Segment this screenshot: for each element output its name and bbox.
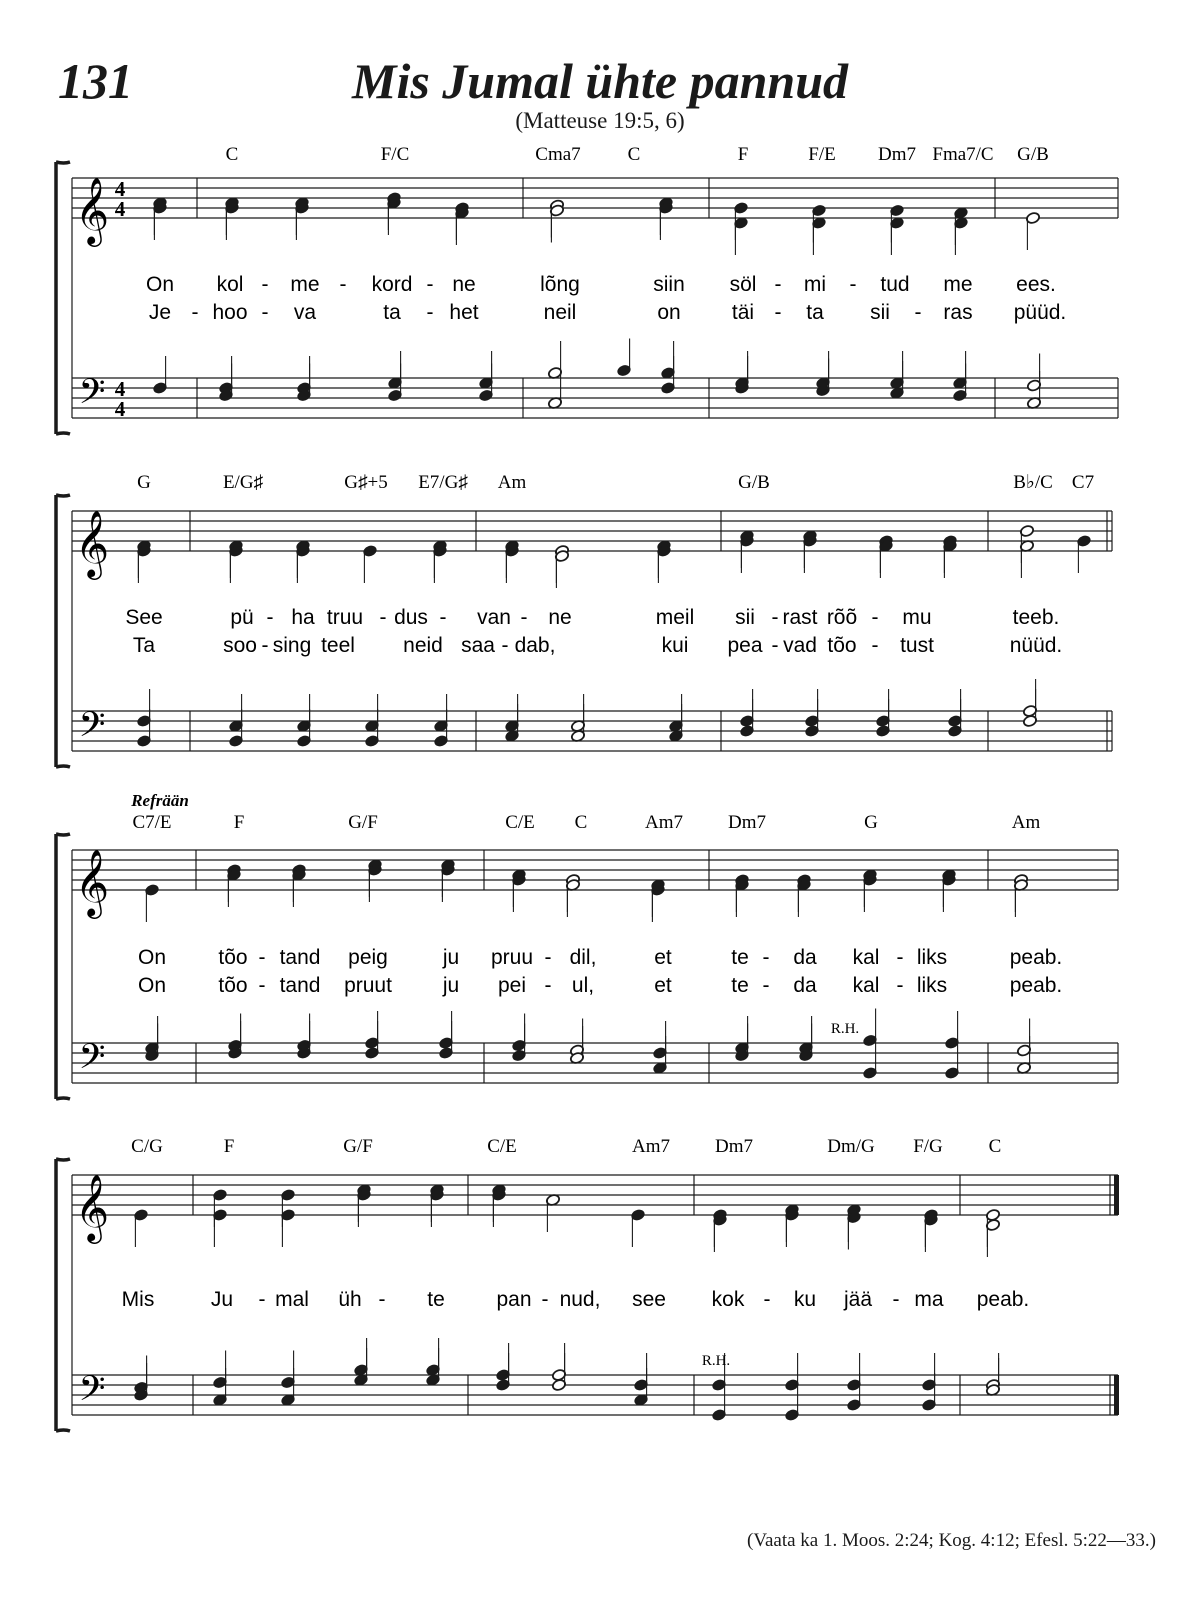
chord-symbol: F/C [380, 144, 410, 165]
lyric-syllable: mal [275, 1288, 309, 1311]
lyric-syllable: täi [731, 301, 755, 324]
system-bracket [56, 495, 70, 767]
lyric-syllable: üh [338, 1288, 362, 1311]
lyric-syllable: tõo [218, 974, 248, 997]
chord-symbol: G/B [738, 472, 770, 493]
system-bracket [56, 162, 70, 434]
footnote: (Vaata ka 1. Moos. 2:24; Kog. 4:12; Efesl. 5:22—33.) [747, 1530, 1156, 1551]
lyric-syllable: peab. [976, 1288, 1030, 1311]
lyric-syllable: meil [655, 606, 695, 629]
right-hand-mark: R.H. [830, 1021, 860, 1037]
lyric-syllable: tõo [218, 946, 248, 969]
lyric-syllable: vad [783, 634, 817, 657]
lyric-hyphen: - [896, 974, 904, 997]
lyric-syllable: ha [291, 606, 315, 629]
lyric-syllable: lõng [540, 273, 580, 296]
lyric-hyphen: - [871, 634, 879, 657]
lyric-hyphen: - [763, 1288, 771, 1311]
time-signature-top: 4 [114, 377, 126, 401]
lyric-syllable: pü [230, 606, 254, 629]
lyric-syllable: rast [782, 606, 818, 629]
lyric-hyphen: - [544, 946, 552, 969]
chord-symbol: C [574, 812, 588, 833]
lyric-hyphen: - [771, 606, 779, 629]
lyric-hyphen: - [426, 273, 434, 296]
chord-symbol: F [223, 1136, 235, 1157]
lyric-syllable: te [731, 974, 749, 997]
final-barline-thick [1114, 1375, 1119, 1415]
chord-symbol: Dm7 [878, 144, 916, 165]
lyric-hyphen: - [191, 301, 199, 324]
lyric-hyphen: - [258, 946, 266, 969]
lyric-syllable: ku [793, 1288, 817, 1311]
lyric-syllable: rõõ [826, 606, 858, 629]
lyric-syllable: kol [216, 273, 244, 296]
lyric-hyphen: - [914, 301, 922, 324]
lyric-syllable: On [137, 974, 167, 997]
chord-symbol: Dm7 [715, 1136, 753, 1157]
chord-symbol: C/E [505, 812, 535, 833]
lyric-hyphen: - [339, 273, 347, 296]
lyric-syllable: kui [661, 634, 689, 657]
lyric-syllable: On [145, 273, 175, 296]
lyric-syllable: me [290, 273, 320, 296]
lyric-hyphen: - [426, 301, 434, 324]
lyric-syllable: ju [442, 946, 460, 969]
lyric-syllable: dus [394, 606, 428, 629]
lyric-hyphen: - [266, 606, 274, 629]
chord-symbol: C [627, 144, 641, 165]
lyric-syllable: et [654, 946, 672, 969]
lyric-hyphen: - [896, 946, 904, 969]
lyric-syllable: kal [852, 946, 880, 969]
treble-clef-icon: 𝄞 [74, 509, 110, 577]
lyric-syllable: nüüd. [1009, 634, 1063, 657]
lyric-syllable: va [293, 301, 317, 324]
lyric-syllable: kord [371, 273, 413, 296]
chord-symbol: Am7 [645, 812, 683, 833]
lyric-hyphen: - [762, 974, 770, 997]
lyric-hyphen: - [439, 606, 447, 629]
chord-symbol: Am [1011, 812, 1041, 833]
chord-symbol: G♯+5 [344, 472, 388, 493]
lyric-syllable: see [632, 1288, 666, 1311]
chord-symbol: C/E [487, 1136, 517, 1157]
lyric-syllable: Je [148, 301, 172, 324]
lyric-syllable: söl [729, 273, 757, 296]
lyric-syllable: da [793, 974, 817, 997]
lyric-syllable: on [657, 301, 681, 324]
lyric-syllable: kok [711, 1288, 745, 1311]
chord-symbol: C [225, 144, 239, 165]
lyric-hyphen: - [774, 301, 782, 324]
final-barline-thick [1114, 1175, 1119, 1215]
lyric-syllable: ma [914, 1288, 944, 1311]
lyric-syllable: ne [548, 606, 572, 629]
lyric-syllable: sing [272, 634, 312, 657]
lyric-syllable: On [137, 946, 167, 969]
lyric-hyphen: - [544, 974, 552, 997]
chord-symbol: E/G♯ [222, 472, 264, 493]
lyric-hyphen: - [261, 301, 269, 324]
lyric-syllable: soo [223, 634, 257, 657]
hymn-number: 131 [58, 53, 133, 109]
lyric-syllable: ees. [1016, 273, 1056, 296]
chord-symbol: G/F [348, 812, 378, 833]
lyric-syllable: tand [279, 946, 321, 969]
lyric-hyphen: - [258, 974, 266, 997]
lyric-syllable: nud, [559, 1288, 601, 1311]
bass-clef-icon: 𝄢 [78, 1368, 106, 1417]
chord-symbol: G [137, 472, 151, 493]
chord-symbol: B♭/C [1013, 472, 1053, 493]
time-signature-top: 4 [114, 177, 126, 201]
lyric-hyphen: - [892, 1288, 900, 1311]
treble-clef-icon: 𝄞 [74, 848, 110, 916]
lyric-syllable: tud [880, 273, 910, 296]
chord-symbol: F [737, 144, 749, 165]
lyric-syllable: me [943, 273, 973, 296]
lyric-syllable: van [477, 606, 511, 629]
lyric-syllable: ras [943, 301, 973, 324]
lyric-syllable: pruut [344, 974, 392, 997]
lyric-syllable: teeb. [1012, 606, 1060, 629]
chord-symbol: C [988, 1136, 1002, 1157]
lyric-hyphen: - [379, 606, 387, 629]
lyric-hyphen: - [258, 1288, 266, 1311]
lyric-syllable: sii [735, 606, 755, 629]
lyric-hyphen: - [774, 273, 782, 296]
right-hand-mark: R.H. [701, 1353, 731, 1369]
lyric-syllable: Mis [121, 1288, 155, 1311]
lyric-syllable: ta [383, 301, 401, 324]
lyric-syllable: tand [279, 974, 321, 997]
lyric-syllable: pea [727, 634, 763, 657]
lyric-syllable: peab. [1009, 974, 1063, 997]
system-bracket [56, 834, 70, 1099]
lyric-hyphen: - [771, 634, 779, 657]
lyric-syllable: dab, [514, 634, 556, 657]
lyric-syllable: tust [900, 634, 934, 657]
lyric-hyphen: - [762, 946, 770, 969]
refrain-label: Refrään [131, 791, 189, 810]
lyric-syllable: et [654, 974, 672, 997]
chord-symbol: C7 [1071, 472, 1095, 493]
lyric-syllable: liks [916, 946, 948, 969]
lyric-hyphen: - [871, 606, 879, 629]
lyric-syllable: pan [496, 1288, 532, 1311]
treble-clef-icon: 𝄞 [74, 176, 110, 244]
lyric-syllable: tõo [827, 634, 857, 657]
time-signature-bottom: 4 [114, 197, 126, 221]
scripture-reference: (Matteuse 19:5, 6) [515, 108, 685, 133]
chord-symbol: F/E [808, 144, 836, 165]
chord-symbol: Cma7 [535, 144, 581, 165]
treble-clef-icon: 𝄞 [74, 1173, 110, 1241]
lyric-syllable: püüd. [1013, 301, 1067, 324]
lyric-syllable: Ju [210, 1288, 234, 1311]
chord-symbol: F/G [913, 1136, 943, 1157]
lyric-syllable: ju [442, 974, 460, 997]
hymn-title: Mis Jumal ühte pannud [351, 53, 849, 109]
chord-symbol: Dm7 [728, 812, 766, 833]
lyric-syllable: te [427, 1288, 445, 1311]
lyric-hyphen: - [520, 606, 528, 629]
chord-symbol: G/F [343, 1136, 373, 1157]
lyric-syllable: peab. [1009, 946, 1063, 969]
lyric-syllable: siin [653, 273, 685, 296]
lyric-syllable: neil [543, 301, 577, 324]
chord-symbol: C/G [131, 1136, 163, 1157]
lyric-syllable: pruu [490, 946, 534, 969]
bass-clef-icon: 𝄢 [78, 371, 106, 420]
lyric-syllable: ne [452, 273, 476, 296]
lyric-hyphen: - [261, 273, 269, 296]
chord-symbol: Dm/G [827, 1136, 875, 1157]
chord-symbol: E7/G♯ [418, 472, 468, 493]
lyric-syllable: mu [902, 606, 932, 629]
system-bracket [56, 1159, 70, 1431]
lyric-syllable: kal [852, 974, 880, 997]
lyric-syllable: ta [806, 301, 824, 324]
chord-symbol: C7/E [132, 812, 172, 833]
lyric-hyphen: - [261, 634, 269, 657]
lyric-syllable: See [125, 606, 163, 629]
lyric-hyphen: - [541, 1288, 549, 1311]
lyric-syllable: hoo [212, 301, 248, 324]
chord-symbol: Am [497, 472, 527, 493]
lyric-syllable: da [793, 946, 817, 969]
bass-clef-icon: 𝄢 [78, 1036, 106, 1085]
time-signature-bottom: 4 [114, 397, 126, 421]
lyric-hyphen: - [849, 273, 857, 296]
lyric-syllable: sii [870, 301, 890, 324]
lyric-syllable: te [731, 946, 749, 969]
lyric-hyphen: - [501, 634, 509, 657]
lyric-syllable: truu [326, 606, 364, 629]
lyric-syllable: peig [348, 946, 388, 969]
chord-symbol: G/B [1017, 144, 1049, 165]
lyric-syllable: jää [843, 1288, 873, 1311]
lyric-syllable: Ta [132, 634, 156, 657]
lyric-syllable: mi [803, 273, 827, 296]
lyric-syllable: pei [497, 974, 527, 997]
lyric-hyphen: - [378, 1288, 386, 1311]
lyric-syllable: liks [916, 974, 948, 997]
lyric-syllable: teel [321, 634, 355, 657]
bass-clef-icon: 𝄢 [78, 704, 106, 753]
lyric-syllable: saa [461, 634, 495, 657]
lyric-syllable: dil, [569, 946, 597, 969]
lyric-syllable: ul, [571, 974, 595, 997]
lyric-syllable: het [449, 301, 479, 324]
chord-symbol: Am7 [632, 1136, 670, 1157]
chord-symbol: F [233, 812, 245, 833]
chord-symbol: G [864, 812, 878, 833]
chord-symbol: Fma7/C [932, 144, 994, 165]
lyric-syllable: neid [403, 634, 443, 657]
